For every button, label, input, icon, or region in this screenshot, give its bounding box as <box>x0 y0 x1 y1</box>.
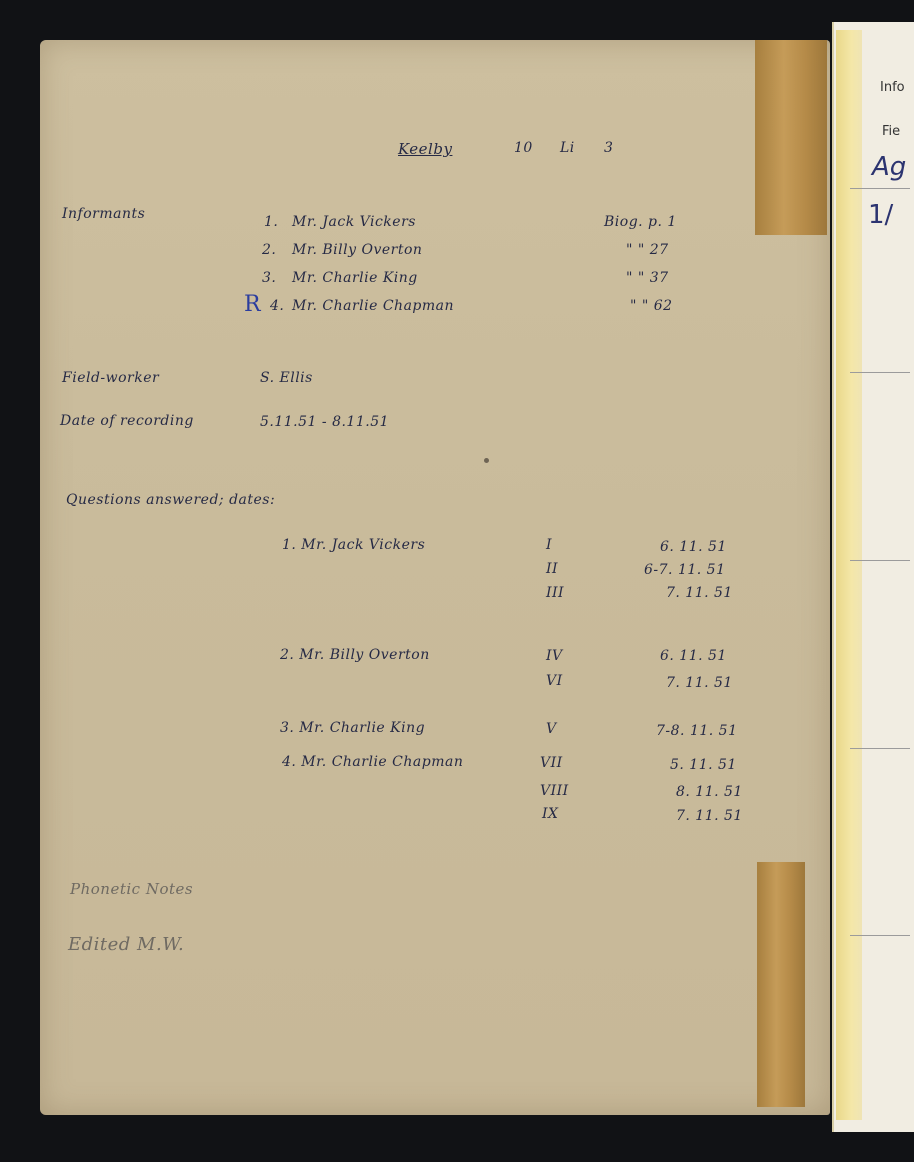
answer-date: 6. 11. 51 <box>660 539 727 555</box>
informant-name: Mr. Jack Vickers <box>292 214 416 230</box>
field-worker-value: S. Ellis <box>260 370 313 386</box>
informant-number: 3. <box>262 270 277 286</box>
place-name: Keelby <box>398 140 453 158</box>
date-value: 5.11.51 - 8.11.51 <box>260 414 390 430</box>
answer-informant: 4. Mr. Charlie Chapman <box>282 754 464 770</box>
county-code: Li <box>560 140 575 156</box>
back-page-rule <box>850 748 910 749</box>
answer-date: 5. 11. 51 <box>670 757 737 773</box>
book-number: III <box>546 585 565 601</box>
ink-spot <box>484 458 489 463</box>
book-number: I <box>546 537 553 553</box>
answer-informant: 1. Mr. Jack Vickers <box>282 537 426 553</box>
back-page-fragment: 1/ <box>868 200 894 230</box>
locality-code: 10 <box>514 140 533 156</box>
informant-number: 4. <box>270 298 285 314</box>
back-page-rule <box>850 372 910 373</box>
informant-name: Mr. Charlie Chapman <box>292 298 455 314</box>
answer-date: 7. 11. 51 <box>666 585 733 601</box>
informant-name: Mr. Billy Overton <box>292 242 423 258</box>
book-number: IX <box>542 806 559 822</box>
biography-page: " " 62 <box>630 298 673 314</box>
informant-number: 2. <box>262 242 277 258</box>
answer-informant: 3. Mr. Charlie King <box>280 720 426 736</box>
book-number: IV <box>546 648 563 664</box>
answer-date: 7. 11. 51 <box>666 675 733 691</box>
book-number: VIII <box>540 783 569 799</box>
back-page-fragment: Ag <box>872 152 907 182</box>
biography-page: " " 27 <box>626 242 669 258</box>
answer-date: 7-8. 11. 51 <box>656 723 738 739</box>
book-number: V <box>546 721 557 737</box>
questions-label: Questions answered; dates: <box>66 492 276 508</box>
phonetic-notes: Phonetic Notes <box>70 880 194 898</box>
answer-date: 7. 11. 51 <box>676 808 743 824</box>
biography-page: Biog. p. 1 <box>604 214 677 230</box>
back-page-fragment: Info <box>880 80 905 95</box>
answer-date: 6. 11. 51 <box>660 648 727 664</box>
tape-bottom <box>757 862 805 1107</box>
back-page-yellow-edge <box>836 30 862 1120</box>
field-worker-label: Field-worker <box>62 370 160 386</box>
book-number: VII <box>540 755 563 771</box>
informants-label: Informants <box>62 206 146 222</box>
back-page-rule <box>850 560 910 561</box>
informant-number: 1. <box>264 214 279 230</box>
informant-name: Mr. Charlie King <box>292 270 418 286</box>
tape-top <box>755 40 827 235</box>
book-number: II <box>546 561 559 577</box>
book-number: VI <box>546 673 563 689</box>
back-page-rule <box>850 188 910 189</box>
back-page-fragment: Fie <box>882 124 901 139</box>
answer-informant: 2. Mr. Billy Overton <box>280 647 430 663</box>
locality-number: 3 <box>604 140 614 156</box>
answer-date: 6-7. 11. 51 <box>644 562 726 578</box>
date-label: Date of recording <box>60 413 194 429</box>
edited-note: Edited M.W. <box>68 934 185 955</box>
back-page-rule <box>850 935 910 936</box>
answer-date: 8. 11. 51 <box>676 784 743 800</box>
biography-page: " " 37 <box>626 270 669 286</box>
margin-mark: R <box>244 292 262 317</box>
